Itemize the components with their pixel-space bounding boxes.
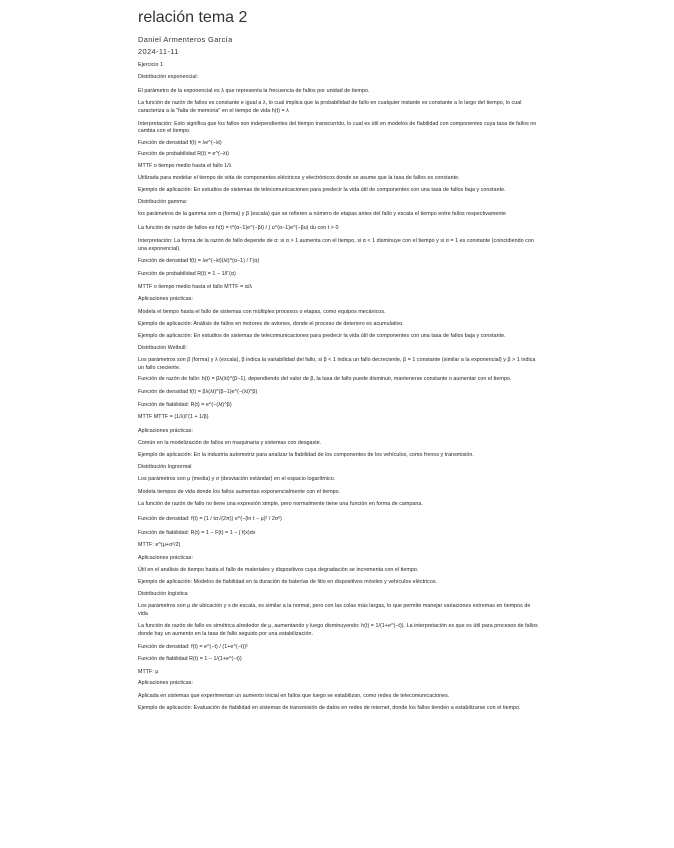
paragraph: Aplicada en sistemas que experimentan un aumento inicial en fallos que luego se estabilizan, como redes de telecomunicaciones. [138, 692, 450, 699]
paragraph: Aplicaciones prácticas: [138, 427, 194, 434]
paragraph: Función de densidad: f(t) = (1 / tσ√(2π)) e^(−(ln t − μ)² / 2σ²) [138, 516, 282, 523]
paragraph: Función de densidad f(t) = λe^(−λt)(λt)^(α−1) / Γ(α) [138, 257, 260, 264]
paragraph: Función de probabilidad R(t) = 1 − 1/Γ(α) [138, 271, 236, 278]
paragraph: Función de densidad f(t) = βλ(λt)^(β−1)e^(−(λt)^β) [138, 389, 258, 396]
paragraph: Función de densidad f(t) = λe^(−λt) [138, 139, 222, 146]
paragraph: La función de razón de fallo no tiene una expresión simple, pero normalmente tiene una función en forma de campana. [138, 501, 423, 508]
paragraph: Modela tiempos de vida donde los fallos aumentan exponencialmente con el tiempo. [138, 488, 341, 495]
paragraph: Ejemplo de aplicación: Análisis de fallos en motores de aviones, donde el proceso de deterioro es acumulativo. [138, 320, 404, 327]
paragraph: Ejercicio 1 [138, 62, 163, 68]
paragraph: Ejemplo de aplicación: Modelos de fiabilidad en la duración de baterías de litio en dispositivos móviles y vehículos eléctricos. [138, 579, 438, 586]
document-page [138, 8, 538, 712]
paragraph: Ejemplo de aplicación: En estudios de sistemas de telecomunicaciones para predecir la vida útil de componentes con una tasa de fallos baja y constante. [138, 187, 506, 194]
paragraph: los parámetros de la gamma son α (forma) y β (escala) que se refieren a número de etapas antes del fallo y escala el tiempo entre fallos respectivamente [138, 211, 506, 218]
paragraph: Distribución exponencial: [138, 74, 199, 81]
paragraph: Ejemplo de aplicación: En la industria automotriz para analizar la fiabilidad de los componentes de los vehículos, como frenos y transmisión. [138, 452, 474, 459]
paragraph: MTTF MTTF = (1/λ)Γ(1 + 1/β) [138, 414, 209, 421]
paragraph: Los parámetros son μ de ubicación y s de escala, es similar a la normal, pero con las colas más largas, lo que permite manejar variaciones extremas en tiempos de vida [138, 603, 531, 617]
paragraph: Función de fiabilidad R(t) = 1 − 1/(1+e^(−t)) [138, 656, 242, 663]
paragraph: Función de densidad: f(t) = e^(−t) / (1+e^(−t))² [138, 643, 248, 650]
paragraph: Común en la modelización de fallos en maquinaria y sistemas con desgaste. [138, 440, 322, 446]
paragraph: MTTF o tiempo medio hasta el fallo MTTF = α/λ [138, 283, 253, 290]
paragraph: Aplicaciones prácticas: [138, 554, 194, 561]
paragraph: Utilizada para modelar el tiempo de vida de componentes eléctricos y electrónicos donde se asume que la tasa de fallos es constante. [138, 175, 460, 182]
paragraph: Distribución logística [138, 590, 188, 597]
paragraph: Ejemplo de aplicación: Evaluación de fiabilidad en sistemas de transmisión de datos en redes de internet, donde los fallos tienden a estabilizarse con el tiempo. [138, 704, 521, 711]
paragraph: La función de razón de fallo es simétrica alrededor de μ, aumentando y luego disminuyendo: h(t) = 1/(1+e^(−t)). La interpretación es que es útil para procesos de fallos donde hay un aumento en la tasa de fallo seguido por una estabilización. [138, 623, 538, 637]
paragraph: MTTF o tiempo medio hasta el fallo 1/λ [138, 162, 232, 169]
paragraph: La función de razón de fallos es h(t) = t^(α−1)e^(−βt) / ∫ u^(α−1)e^(−βu) du con t > 0 [138, 224, 339, 231]
paragraph: Función de probabilidad R(t) = e^(−λt) [138, 151, 229, 158]
paragraph: Función de razón de fallo: h(t) = βλ(λt)^(β−1), dependiendo del valor de β, la tasa de fallo puede disminuir, mantenerse constante o aumentar con el tiempo. [138, 375, 512, 382]
paragraph: Los parámetros son μ (media) y σ (desviación estándar) en el espacio logarítmico. [138, 476, 336, 483]
paragraph: MTTF: e^(μ+σ²/2) [138, 542, 181, 549]
paragraph: Útil en el análisis de tiempo hasta el fallo de materiales y dispositivos cuya degradación se incrementa con el tiempo. [138, 567, 419, 574]
document-title: relación tema 2 [138, 9, 248, 26]
paragraph: Interpretación: La forma de la razón de fallo depende de α: si α > 1 aumenta con el tiempo, si α < 1 disminuye con el tiempo y si α = 1 es constante (coincidiendo con una exponencial). [138, 238, 534, 252]
paragraph: El parámetro de la exponencial es λ que representa la frecuencia de fallos por unidad de tiempo. [138, 87, 370, 94]
paragraph: Distribución lognormal [138, 463, 192, 470]
paragraph: Distribución Weibull: [138, 344, 187, 351]
document-body [138, 62, 538, 712]
paragraph: Aplicaciones prácticas: [138, 296, 194, 303]
document-author: Daniel Armenteros García [138, 35, 233, 44]
document-date: 2024-11-11 [138, 47, 179, 56]
paragraph: MTTF: μ [138, 668, 159, 675]
paragraph: La función de razón de fallos es constante e igual a λ, lo cual implica que la probabilidad de fallo en cualquier instante es constante a lo largo del tiempo, lo cual caracteriza a la "falta de memoria" en el tiempo de vida h(t) = λ [138, 100, 522, 114]
paragraph: Distribución gamma: [138, 198, 188, 205]
paragraph: Función de fiabilidad: R(t) = e^(−(λt)^β) [138, 401, 232, 408]
paragraph: Ejemplo de aplicación: En estudios de sistemas de telecomunicaciones para predecir la vida útil de componentes con una tasa de fallos baja y constante. [138, 333, 506, 340]
paragraph: Función de fiabilidad: R(t) = 1 − F(t) = 1 − ∫ f(x)dx [138, 529, 256, 536]
paragraph: Modela el tiempo hasta el fallo de sistemas con múltiples procesos o etapas, como equipos mecánicos. [138, 308, 386, 315]
paragraph: Interpretación: Esto significa que los fallos son independientes del tiempo transcurrido, lo cual es útil en modelos de fiabilidad con componentes cuya tasa de fallos no cambia con el tiempo. [138, 121, 537, 135]
paragraph: Los parámetros son β (forma) y λ (escala), β indica la variabilidad del fallo, si β < 1 indica un fallo decreciente, β = 1 constante (similar a la exponencial) y β > 1 indica un fallo creciente. [138, 357, 536, 371]
paragraph: Aplicaciones prácticas: [138, 680, 194, 687]
